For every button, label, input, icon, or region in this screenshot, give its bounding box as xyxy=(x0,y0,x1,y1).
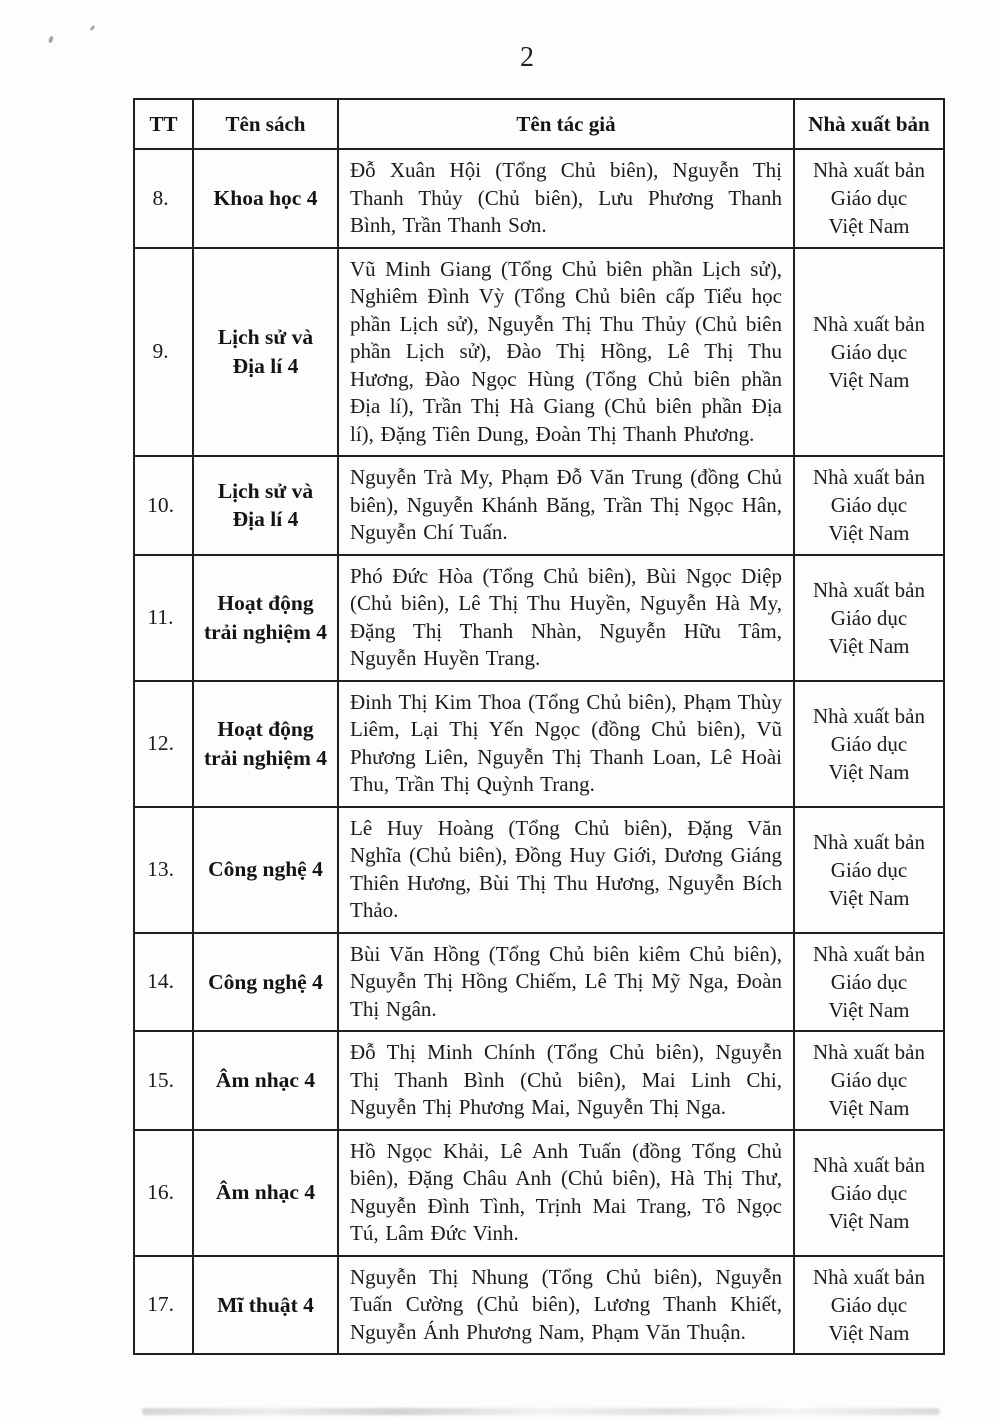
book-title-cell: Hoạt động trải nghiệm 4 xyxy=(193,681,338,807)
header-tt: TT xyxy=(134,99,193,149)
book-title-cell: Âm nhạc 4 xyxy=(193,1031,338,1130)
header-authors: Tên tác giả xyxy=(338,99,794,149)
authors-cell: Phó Đức Hòa (Tổng Chủ biên), Bùi Ngọc Diệp (Chủ biên), Lê Thị Thu Huyền, Nguyễn Hà My, Đặng Thị Thanh Nhàn, Nguyễn Hữu Tâm, Nguyễn Huyền Trang. xyxy=(338,555,794,681)
book-title-cell: Mĩ thuật 4 xyxy=(193,1256,338,1355)
tt-cell: 15. xyxy=(134,1031,193,1130)
authors-cell: Đinh Thị Kim Thoa (Tổng Chủ biên), Phạm Thùy Liêm, Lại Thị Yến Ngọc (đồng Chủ biên), Vũ Phương Liên, Nguyễn Thị Thanh Loan, Lê Hoài Thu, Trần Thị Quỳnh Trang. xyxy=(338,681,794,807)
book-title-cell: Lịch sử và Địa lí 4 xyxy=(193,456,338,555)
authors-cell: Đỗ Thị Minh Chính (Tổng Chủ biên), Nguyễn Thị Thanh Bình (Chủ biên), Mai Linh Chi, Nguyễn Thị Phương Mai, Nguyễn Thị Nga. xyxy=(338,1031,794,1130)
tt-cell: 13. xyxy=(134,807,193,933)
publisher-cell: Nhà xuất bản Giáo dục Việt Nam xyxy=(794,807,944,933)
table-row xyxy=(134,149,944,248)
publisher-cell: Nhà xuất bản Giáo dục Việt Nam xyxy=(794,681,944,807)
table-row xyxy=(134,456,944,555)
table-row xyxy=(134,1256,944,1355)
book-list-table xyxy=(133,98,945,1355)
publisher-cell: Nhà xuất bản Giáo dục Việt Nam xyxy=(794,149,944,248)
tt-cell: 12. xyxy=(134,681,193,807)
header-publisher: Nhà xuất bản xyxy=(794,99,944,149)
table-row xyxy=(134,1130,944,1256)
table-row xyxy=(134,555,944,681)
book-table-body xyxy=(134,149,944,1354)
table-row xyxy=(134,807,944,933)
table-row xyxy=(134,681,944,807)
table-row xyxy=(134,248,944,457)
authors-cell: Hồ Ngọc Khải, Lê Anh Tuấn (đồng Tổng Chủ biên), Đặng Châu Anh (Chủ biên), Hà Thị Thư, Nguyễn Đình Tình, Trịnh Mai Trang, Tô Ngọc Tú, Lâm Đức Vinh. xyxy=(338,1130,794,1256)
authors-cell: Đỗ Xuân Hội (Tổng Chủ biên), Nguyễn Thị Thanh Thủy (Chủ biên), Lưu Phương Thanh Bình, Trần Thanh Sơn. xyxy=(338,149,794,248)
publisher-cell: Nhà xuất bản Giáo dục Việt Nam xyxy=(794,555,944,681)
pen-mark xyxy=(89,25,95,32)
book-title-cell: Khoa học 4 xyxy=(193,149,338,248)
book-title-cell: Hoạt động trải nghiệm 4 xyxy=(193,555,338,681)
publisher-cell: Nhà xuất bản Giáo dục Việt Nam xyxy=(794,1256,944,1355)
scan-smudge xyxy=(142,1408,940,1415)
authors-cell: Nguyễn Trà My, Phạm Đỗ Văn Trung (đồng Chủ biên), Nguyễn Khánh Băng, Trần Thị Ngọc Hân, Nguyễn Chí Tuấn. xyxy=(338,456,794,555)
tt-cell: 17. xyxy=(134,1256,193,1355)
page-number: 2 xyxy=(520,42,534,73)
tt-cell: 11. xyxy=(134,555,193,681)
publisher-cell: Nhà xuất bản Giáo dục Việt Nam xyxy=(794,933,944,1032)
header-book-title: Tên sách xyxy=(193,99,338,149)
publisher-cell: Nhà xuất bản Giáo dục Việt Nam xyxy=(794,456,944,555)
authors-cell: Bùi Văn Hồng (Tổng Chủ biên kiêm Chủ biên), Nguyễn Thị Hồng Chiếm, Lê Thị Mỹ Nga, Đoàn Thị Ngân. xyxy=(338,933,794,1032)
book-title-cell: Lịch sử và Địa lí 4 xyxy=(193,248,338,457)
table-row xyxy=(134,1031,944,1130)
tt-cell: 8. xyxy=(134,149,193,248)
tt-cell: 16. xyxy=(134,1130,193,1256)
book-title-cell: Âm nhạc 4 xyxy=(193,1130,338,1256)
authors-cell: Nguyễn Thị Nhung (Tổng Chủ biên), Nguyễn Tuấn Cường (Chủ biên), Lương Thanh Khiết, Nguyễn Ánh Phương Nam, Phạm Văn Thuận. xyxy=(338,1256,794,1355)
publisher-cell: Nhà xuất bản Giáo dục Việt Nam xyxy=(794,1130,944,1256)
table-header-row xyxy=(134,99,944,149)
tt-cell: 9. xyxy=(134,248,193,457)
publisher-cell: Nhà xuất bản Giáo dục Việt Nam xyxy=(794,1031,944,1130)
table-row xyxy=(134,933,944,1032)
tt-cell: 10. xyxy=(134,456,193,555)
pen-mark xyxy=(48,35,55,43)
book-title-cell: Công nghệ 4 xyxy=(193,807,338,933)
publisher-cell: Nhà xuất bản Giáo dục Việt Nam xyxy=(794,248,944,457)
tt-cell: 14. xyxy=(134,933,193,1032)
authors-cell: Vũ Minh Giang (Tổng Chủ biên phần Lịch sử), Nghiêm Đình Vỳ (Tổng Chủ biên cấp Tiểu học phần Lịch sử), Nguyễn Thị Thu Thủy (Chủ biên phần Lịch sử), Đào Thị Hồng, Lê Thị Thu Hương, Đào Ngọc Hùng (Tổng Chủ biên phần Địa lí), Trần Thị Hà Giang (Chủ biên phần Địa lí), Đặng Tiên Dung, Đoàn Thị Thanh Phương. xyxy=(338,248,794,457)
authors-cell: Lê Huy Hoàng (Tổng Chủ biên), Đặng Văn Nghĩa (Chủ biên), Đồng Huy Giới, Dương Giáng Thiên Hương, Bùi Thị Thu Hương, Nguyễn Bích Thảo. xyxy=(338,807,794,933)
book-title-cell: Công nghệ 4 xyxy=(193,933,338,1032)
